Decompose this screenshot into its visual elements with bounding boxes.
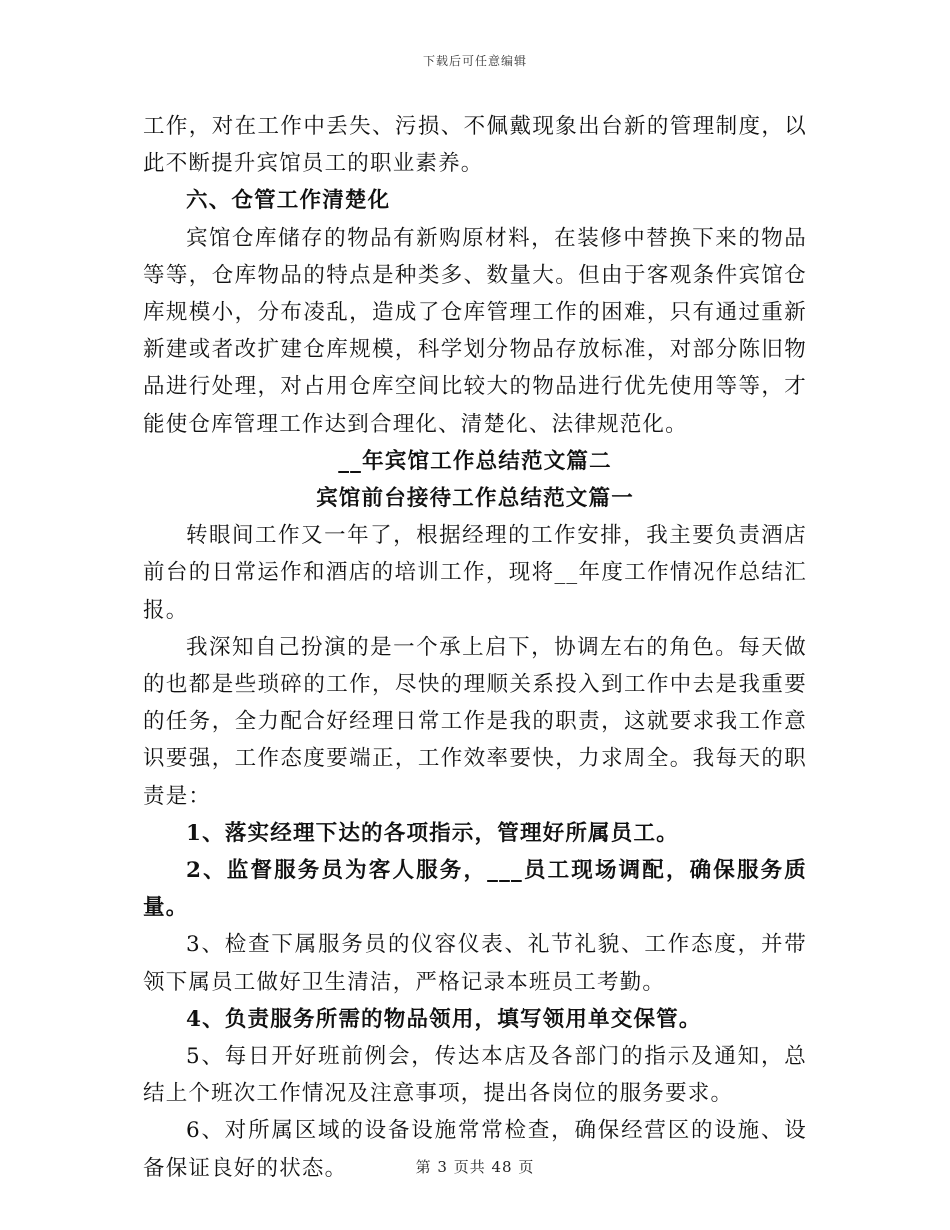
section-heading-six: 六、仓管工作清楚化 xyxy=(186,188,391,214)
paragraph-intro: 转眼间工作又一年了，根据经理的工作安排，我主要负责酒店前台的日常运作和酒店的培训工作，现将__年度工作情况作总结汇报。 xyxy=(143,523,807,623)
duty-item-3: 3、检查下属服务员的仪容仪表、礼节礼貌、工作态度，并带领下属员工做好卫生清洁，严格记录本班员工考勤。 xyxy=(143,932,807,995)
duty-item-1: 1、落实经理下达的各项指示，管理好所属员工。 xyxy=(186,820,679,846)
paragraph-role: 我深知自己扮演的是一个承上启下，协调左右的角色。每天做的也都是些琐碎的工作，尽快的理顺关系投入到工作中去是我重要的任务，全力配合好经理日常工作是我的职责，这就要求我工作意识要强，工作态度要端正，工作效率要快，力求周全。我每天的职责是： xyxy=(143,634,807,809)
document-body xyxy=(143,108,807,1187)
page-header: 下载后可任意编辑 xyxy=(422,54,527,68)
duty-item-5: 5、每日开好班前例会，传达本店及各部门的指示及通知，总结上个班次工作情况及注意事项，提出各岗位的服务要求。 xyxy=(143,1044,807,1107)
duty-item-4: 4、负责服务所需的物品领用，填写领用单交保管。 xyxy=(186,1006,702,1032)
paragraph-continuation: 工作，对在工作中丢失、污损、不佩戴现象出台新的管理制度，以此不断提升宾馆员工的职业素养。 xyxy=(143,114,807,177)
page-footer: 第 3 页共 48 页 xyxy=(415,1158,535,1176)
article-title-two: __年宾馆工作总结范文篇二 xyxy=(338,448,612,474)
duty-item-6: 6、对所属区域的设备设施常常检查，确保经营区的设施、设备保证良好的状态。 xyxy=(143,1118,807,1181)
article-subtitle: 宾馆前台接待工作总结范文篇一 xyxy=(316,486,634,512)
paragraph-warehouse: 宾馆仓库储存的物品有新购原材料，在装修中替换下来的物品等等，仓库物品的特点是种类多、数量大。但由于客观条件宾馆仓库规模小，分布凌乱，造成了仓库管理工作的困难，只有通过重新新建或者改扩建仓库规模，科学划分物品存放标准，对部分陈旧物品进行处理，对占用仓库空间比较大的物品进行优先使用等等，才能使仓库管理工作达到合理化、清楚化、法律规范化。 xyxy=(143,225,807,437)
duty-item-2: 2、监督服务员为客人服务，___员工现场调配，确保服务质量。 xyxy=(143,858,807,921)
